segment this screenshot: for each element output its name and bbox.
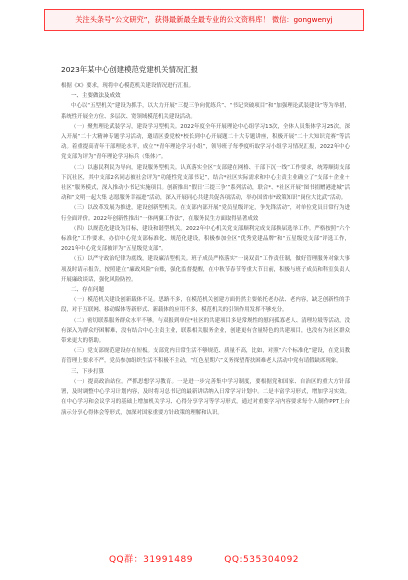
paragraph: （三）党支部规范建设存在短板。支部党内日常生活不够规范、质量不高，比如，对照“六个标准化”建设，在党员教育管理上要求不严，党员参加组织生活不积极不主动，“红色星期六”义务探望帮扶困难老人活动中党有请假缺席现象。 (61, 348, 350, 365)
document-intro: 根据《X》要求，现将中心模范机关建设情况进行汇报。 (61, 83, 195, 89)
promo-banner (44, 9, 364, 31)
qq-group-label: QQ群：31991489 (108, 555, 193, 565)
paragraph: （五）以严守政治纪律为底线，建设廉洁型机关。班子成员严格落实“一岗双责”工作责任制，做好管理服务对象大事项及时请示报告，按照建立“廉政风险”台账，强化监督提醒，在中秋节春节等重大节日前，积极与班子成员和科室负责人开展廉政谈话，强化风险防控。 (61, 256, 350, 283)
paragraph: （三）以改革发展为推进，建设创新型机关。在支部内部开展“党员星级评定，争先锋活动”，对单位党员日常行为进行全面评价。2022年创新性推出“一体两翼工作法”，在服务民生方面取得显著成效 (61, 205, 350, 222)
section-heading-2: 二、存在问题 (71, 287, 105, 294)
paragraph: （二）密切联系服务群众水平不够。与双报到单位*社区的共建项目多是常规性的慰问孤寡老人、清理垃圾等活动，没有深入为群众纾困解难，没有结合中心主责主业，联系相关服务企业，创建更有含量特色的共建项目，也没有为社区群众带来更大的帮助。 (61, 317, 350, 345)
paragraph: （一）模范机关建设创新载体不足。思路不多，在模范机关创建方面仍然主要依托老办法、老内容，缺乏创新性的手段，对于互联网、移动媒体等新形式、新载体的应用不多，模范机关的引领作用发挥不够充分。 (61, 297, 350, 314)
paragraph: 中心以“五型机关”建设为抓手，以大力开展“三提三争向优练兵”、“书记突破项目”和“加强理论武装建设”等为举措，系统性开展全方位、多层次、宽领域模范机关建设活动。 (61, 103, 350, 120)
promo-banner-text: 关注头条号“公文研究”，获得最新最全最专业的公文资料库！ 微信：gongwenyj (75, 15, 333, 24)
paragraph: （一）提高政治站位。严抓思想学习教育。一是进一步完善集中学习制度，要根据党和国家、自治区的重大方针部署，及时调整中心学习计划内容，及时将习总书记的最新讲话纳入日常学习计划中。二是丰富学习形式，增加学习实效。在中心学习和会议学习的基础上增加机关学习、心得分享学习等学习形式，通过对重要学习内容要求每个人制作PPT上台演示分享心得体会等形式，加深对国家重要方针政策的理解和认识。 (61, 378, 350, 416)
paragraph: （一）聚焦理论武装学习，建设学习型机关。2022年度全年开展理论中心组学习13次，全体人员集体学习25次，深入开展“二十大精神专题学习活动，邀请区委党校*校长到中心开展题二十大专题讲座，积极开展“二十大知识竞赛”等活动。着重提高青年干部理论水平，成立“*青年理论学习小组”，领导班子每季度听取学习小组学习情况汇报，2022年中心党支部为评为“青年理论学习标兵（集体）”。 (61, 123, 350, 161)
section-heading-3: 三、下步打算 (71, 368, 105, 375)
document-title: 2023年某中心创建模范党建机关情况汇报 (61, 65, 199, 74)
contact-footer (0, 552, 408, 565)
section-heading-1: 一、主要做法及成效 (71, 93, 121, 100)
paragraph: （四）以规范化建设为目标，建设和谐型机关。2022年中心机关党支部顺利完成支部换届选举工作。严格按照“六个标准化”工作要求，办信中心党支部标准化、规范化建设，积极参加全区“优秀党建品牌”和“五星级党支部”评选工作，2021年中心党支部被评为“五星级党支部”。 (61, 225, 350, 253)
document-body (61, 64, 350, 418)
paragraph: （二）以惠民利民为导向，建设服务型机关。认真落实全区“支部建在网格、干部下沉一线”工作要求，统筹顺街支部下沉社区，其中支部2名同志被社会评为“功能性党支部书记”，结合*社区实际需求和中心主责主业确立了“支部＋企业＋社区”服务模式，深入推动小书记实施项目。创新推出“假日‘三提三争’”系列活动，联合*、*社区开展“图书捐赠港进城”活动和“文明一起大集 志愿服务幸福进”活动，深入开展同心共建共促各项活动，举办国省市*政策知识“岗位大比武”活动。 (61, 164, 350, 202)
qq-number-label: QQ:535304092 (224, 555, 300, 565)
